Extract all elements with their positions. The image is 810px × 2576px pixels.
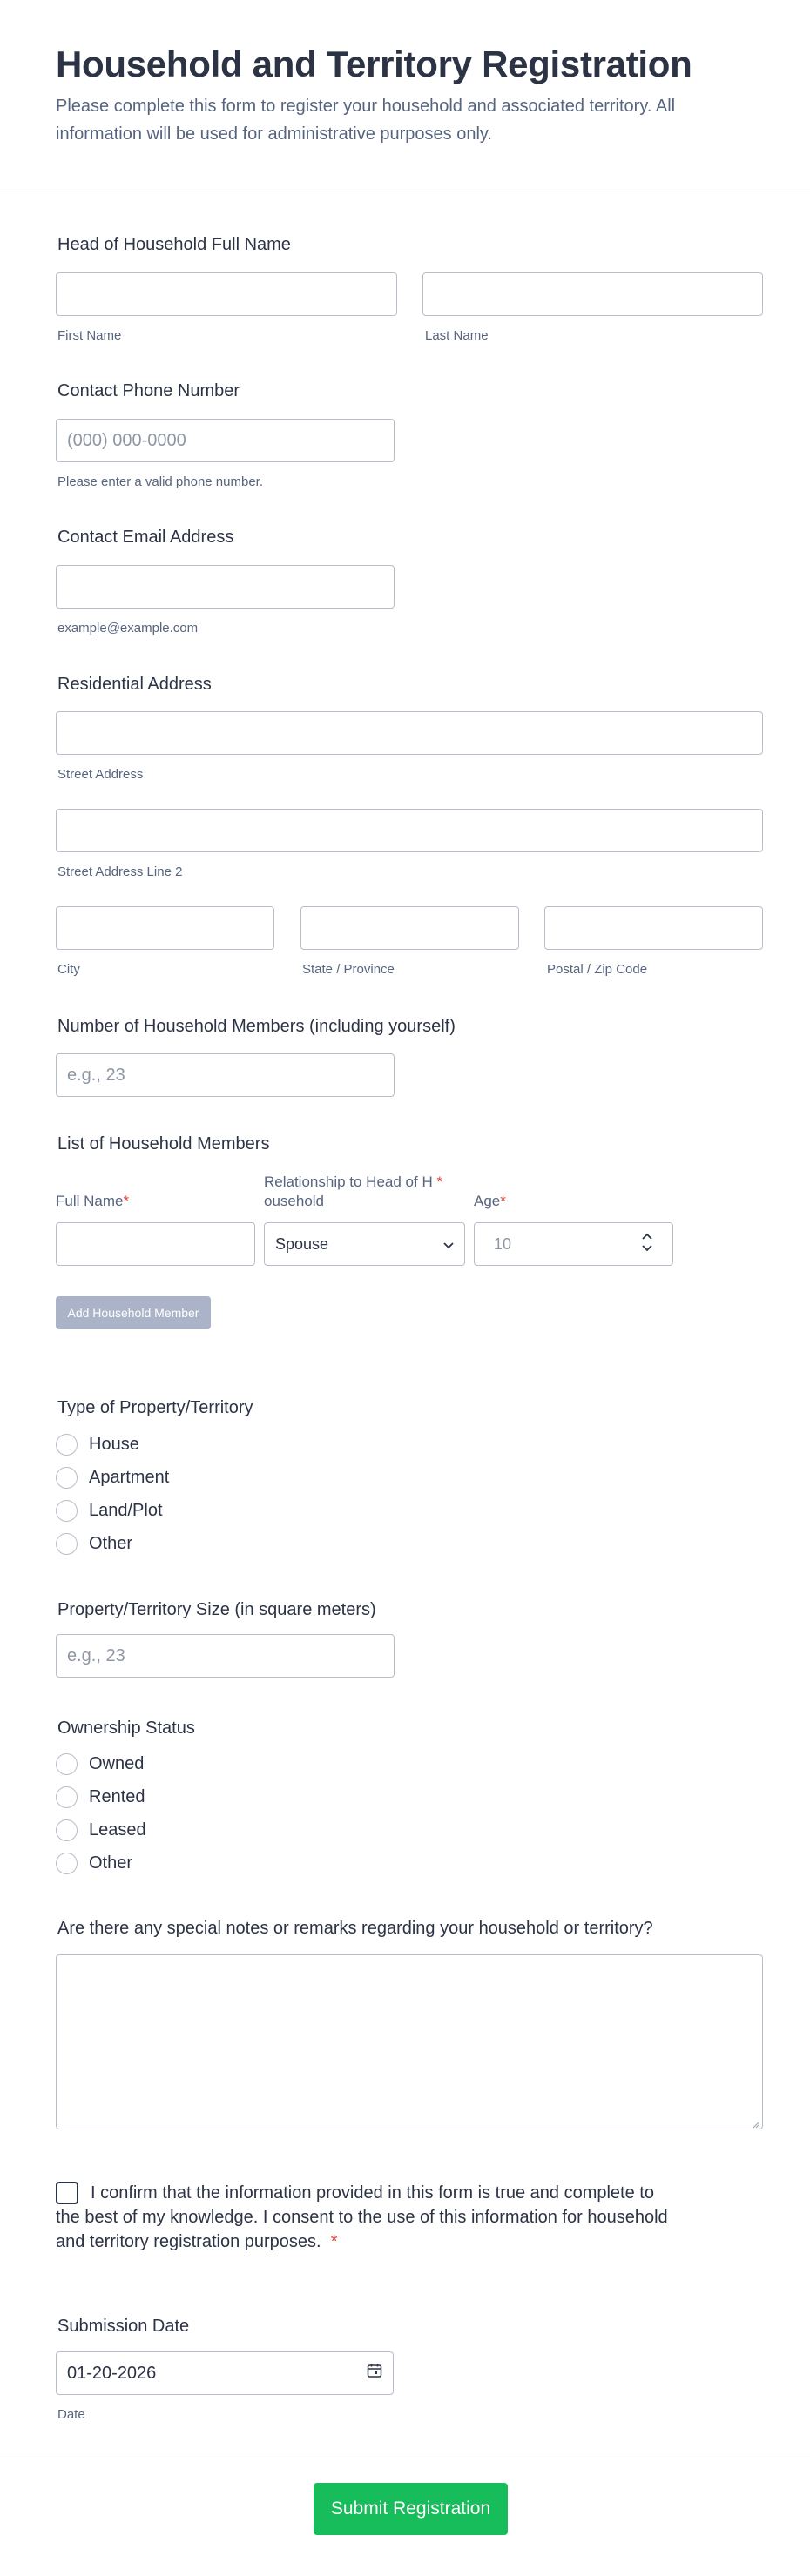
property-type-option[interactable]: House xyxy=(56,1434,139,1456)
radio-button[interactable] xyxy=(56,1853,78,1874)
radio-button[interactable] xyxy=(56,1467,78,1489)
member-full-name-input[interactable] xyxy=(56,1222,255,1266)
phone-input[interactable] xyxy=(56,419,395,462)
chevron-down-icon xyxy=(443,1235,454,1254)
ownership-label: Ownership Status xyxy=(57,1718,195,1738)
notes-label: Are there any special notes or remarks regarding your household or territory? xyxy=(57,1919,653,1938)
last-name-input[interactable] xyxy=(422,272,763,316)
members-list-label: List of Household Members xyxy=(57,1134,270,1153)
ownership-option[interactable]: Leased xyxy=(56,1819,146,1841)
full-name-label: Head of Household Full Name xyxy=(57,235,291,254)
last-name-sublabel: Last Name xyxy=(425,328,489,343)
radio-button[interactable] xyxy=(56,1500,78,1522)
add-household-member-button[interactable]: Add Household Member xyxy=(56,1296,211,1329)
notes-textarea[interactable] xyxy=(56,1954,763,2129)
radio-button[interactable] xyxy=(56,1753,78,1775)
first-name-input[interactable] xyxy=(56,272,397,316)
members-count-label: Number of Household Members (including yourself) xyxy=(57,1017,456,1036)
property-size-label: Property/Territory Size (in square meters) xyxy=(57,1600,376,1619)
calendar-icon[interactable] xyxy=(367,2363,382,2384)
street-address-sublabel: Street Address xyxy=(57,767,144,782)
age-stepper[interactable]: 10 xyxy=(474,1222,673,1266)
page-subtitle: Please complete this form to register your household and associated territory. All information will be used for administrative purposes only. xyxy=(56,97,676,144)
col-full-name-header: Full Name* xyxy=(56,1193,130,1209)
address-label: Residential Address xyxy=(57,675,212,694)
street-address-input[interactable] xyxy=(56,711,763,755)
radio-button[interactable] xyxy=(56,1533,78,1555)
phone-label: Contact Phone Number xyxy=(57,381,240,400)
zip-sublabel: Postal / Zip Code xyxy=(547,962,648,977)
property-type-option[interactable]: Land/Plot xyxy=(56,1500,163,1522)
property-type-option[interactable]: Other xyxy=(56,1533,132,1555)
state-input[interactable] xyxy=(300,906,519,950)
email-input[interactable] xyxy=(56,565,395,609)
state-sublabel: State / Province xyxy=(302,962,395,977)
street-address-2-input[interactable] xyxy=(56,809,763,852)
street-address-2-sublabel: Street Address Line 2 xyxy=(57,864,183,879)
consent-text: I confirm that the information provided in this form is true and complete to the best of my knowledge. I consent to the use of this information for household and territory registration purposes. * xyxy=(56,2183,668,2251)
col-relationship-header: Relationship to Head of H * ousehold xyxy=(264,1174,443,1209)
property-type-option[interactable]: Apartment xyxy=(56,1467,169,1489)
date-input[interactable]: 01-20-2026 xyxy=(56,2351,394,2395)
city-sublabel: City xyxy=(57,962,80,977)
submission-date-label: Submission Date xyxy=(57,2317,190,2336)
radio-button[interactable] xyxy=(56,1434,78,1456)
email-sublabel: example@example.com xyxy=(57,621,199,636)
ownership-option[interactable]: Owned xyxy=(56,1753,144,1775)
radio-button[interactable] xyxy=(56,1786,78,1808)
property-size-input[interactable] xyxy=(56,1634,395,1678)
col-age-header: Age* xyxy=(474,1193,506,1209)
property-type-label: Type of Property/Territory xyxy=(57,1398,253,1417)
resize-grip-icon[interactable] xyxy=(751,2117,759,2126)
page-title: Household and Territory Registration xyxy=(56,44,692,84)
radio-button[interactable] xyxy=(56,1819,78,1841)
form-header xyxy=(0,0,810,192)
members-count-input[interactable] xyxy=(56,1053,395,1097)
zip-input[interactable] xyxy=(544,906,763,950)
stepper-arrows-icon[interactable] xyxy=(641,1232,653,1257)
phone-sublabel: Please enter a valid phone number. xyxy=(57,474,263,489)
email-label: Contact Email Address xyxy=(57,528,234,547)
ownership-option[interactable]: Other xyxy=(56,1853,132,1874)
submit-registration-button[interactable]: Submit Registration xyxy=(314,2483,508,2535)
city-input[interactable] xyxy=(56,906,274,950)
first-name-sublabel: First Name xyxy=(57,328,122,343)
date-sublabel: Date xyxy=(57,2407,85,2422)
ownership-option[interactable]: Rented xyxy=(56,1786,145,1808)
relationship-select[interactable]: Spouse xyxy=(264,1222,465,1266)
